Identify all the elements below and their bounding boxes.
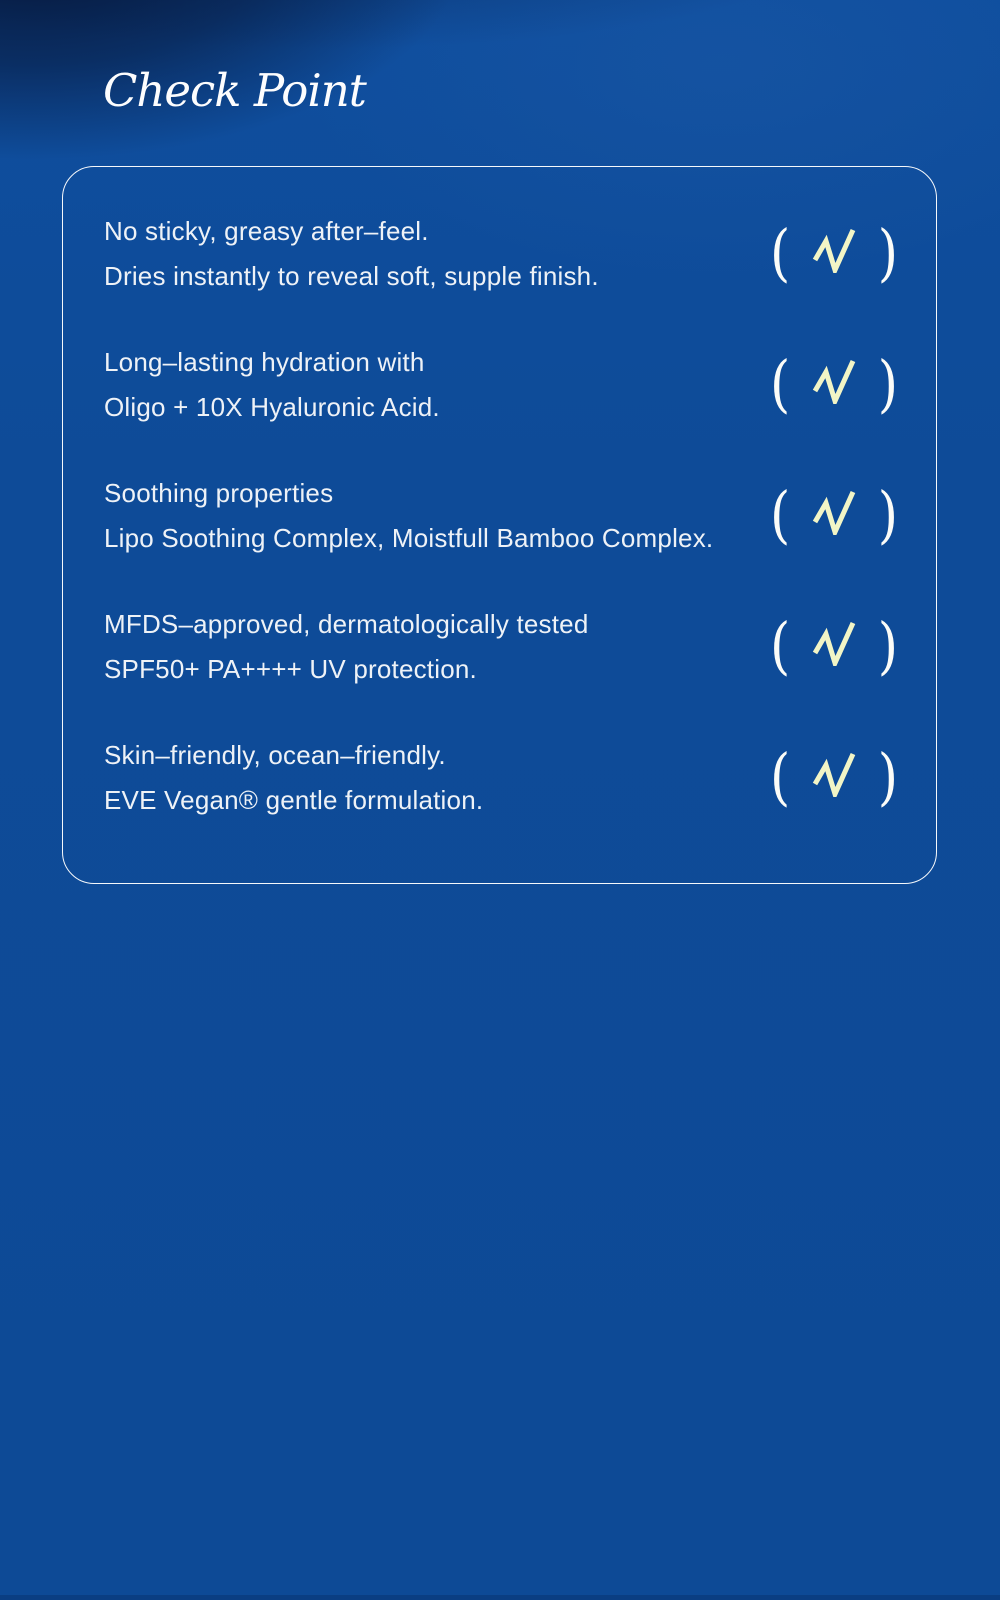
checklist-item xyxy=(104,733,898,823)
checklist-item-line1: Soothing properties xyxy=(104,478,334,508)
checklist-item xyxy=(104,602,898,692)
check-indicator xyxy=(770,349,898,421)
check-indicator xyxy=(770,611,898,683)
check-indicator xyxy=(770,218,898,290)
open-paren: ( xyxy=(770,349,791,421)
checkmark-icon xyxy=(812,489,856,535)
checklist-item-line1: MFDS–approved, dermatologically tested xyxy=(104,609,589,639)
checklist-item-line2: Oligo + 10X Hyaluronic Acid. xyxy=(104,392,440,422)
open-paren: ( xyxy=(770,480,791,552)
check-indicator xyxy=(770,480,898,552)
page-title: Check Point xyxy=(103,64,366,117)
checkpoint-panel xyxy=(62,166,937,884)
bottom-section-edge xyxy=(0,1595,1000,1600)
checklist xyxy=(104,209,898,823)
checklist-item-line1: No sticky, greasy after–feel. xyxy=(104,216,429,246)
checklist-item xyxy=(104,209,898,299)
open-paren: ( xyxy=(770,742,791,814)
checklist-item xyxy=(104,471,898,561)
checklist-item-text xyxy=(104,471,758,561)
check-indicator xyxy=(770,742,898,814)
close-paren: ) xyxy=(877,480,898,552)
checklist-item-line1: Long–lasting hydration with xyxy=(104,347,425,377)
close-paren: ) xyxy=(877,742,898,814)
checklist-item-text xyxy=(104,340,758,430)
checklist-item-line2: SPF50+ PA++++ UV protection. xyxy=(104,654,477,684)
checklist-item-text xyxy=(104,209,758,299)
checklist-item-line2: Dries instantly to reveal soft, supple finish. xyxy=(104,261,599,291)
checklist-item-line2: EVE Vegan® gentle formulation. xyxy=(104,785,484,815)
close-paren: ) xyxy=(877,611,898,683)
checklist-item-text xyxy=(104,602,758,692)
open-paren: ( xyxy=(770,611,791,683)
checklist-item-text xyxy=(104,733,758,823)
open-paren: ( xyxy=(770,218,791,290)
close-paren: ) xyxy=(877,349,898,421)
checkmark-icon xyxy=(812,227,856,273)
checklist-item-line1: Skin–friendly, ocean–friendly. xyxy=(104,740,446,770)
checkmark-icon xyxy=(812,751,856,797)
checkmark-icon xyxy=(812,358,856,404)
close-paren: ) xyxy=(877,218,898,290)
checklist-item xyxy=(104,340,898,430)
checklist-item-line2: Lipo Soothing Complex, Moistfull Bamboo Complex. xyxy=(104,523,714,553)
checkmark-icon xyxy=(812,620,856,666)
